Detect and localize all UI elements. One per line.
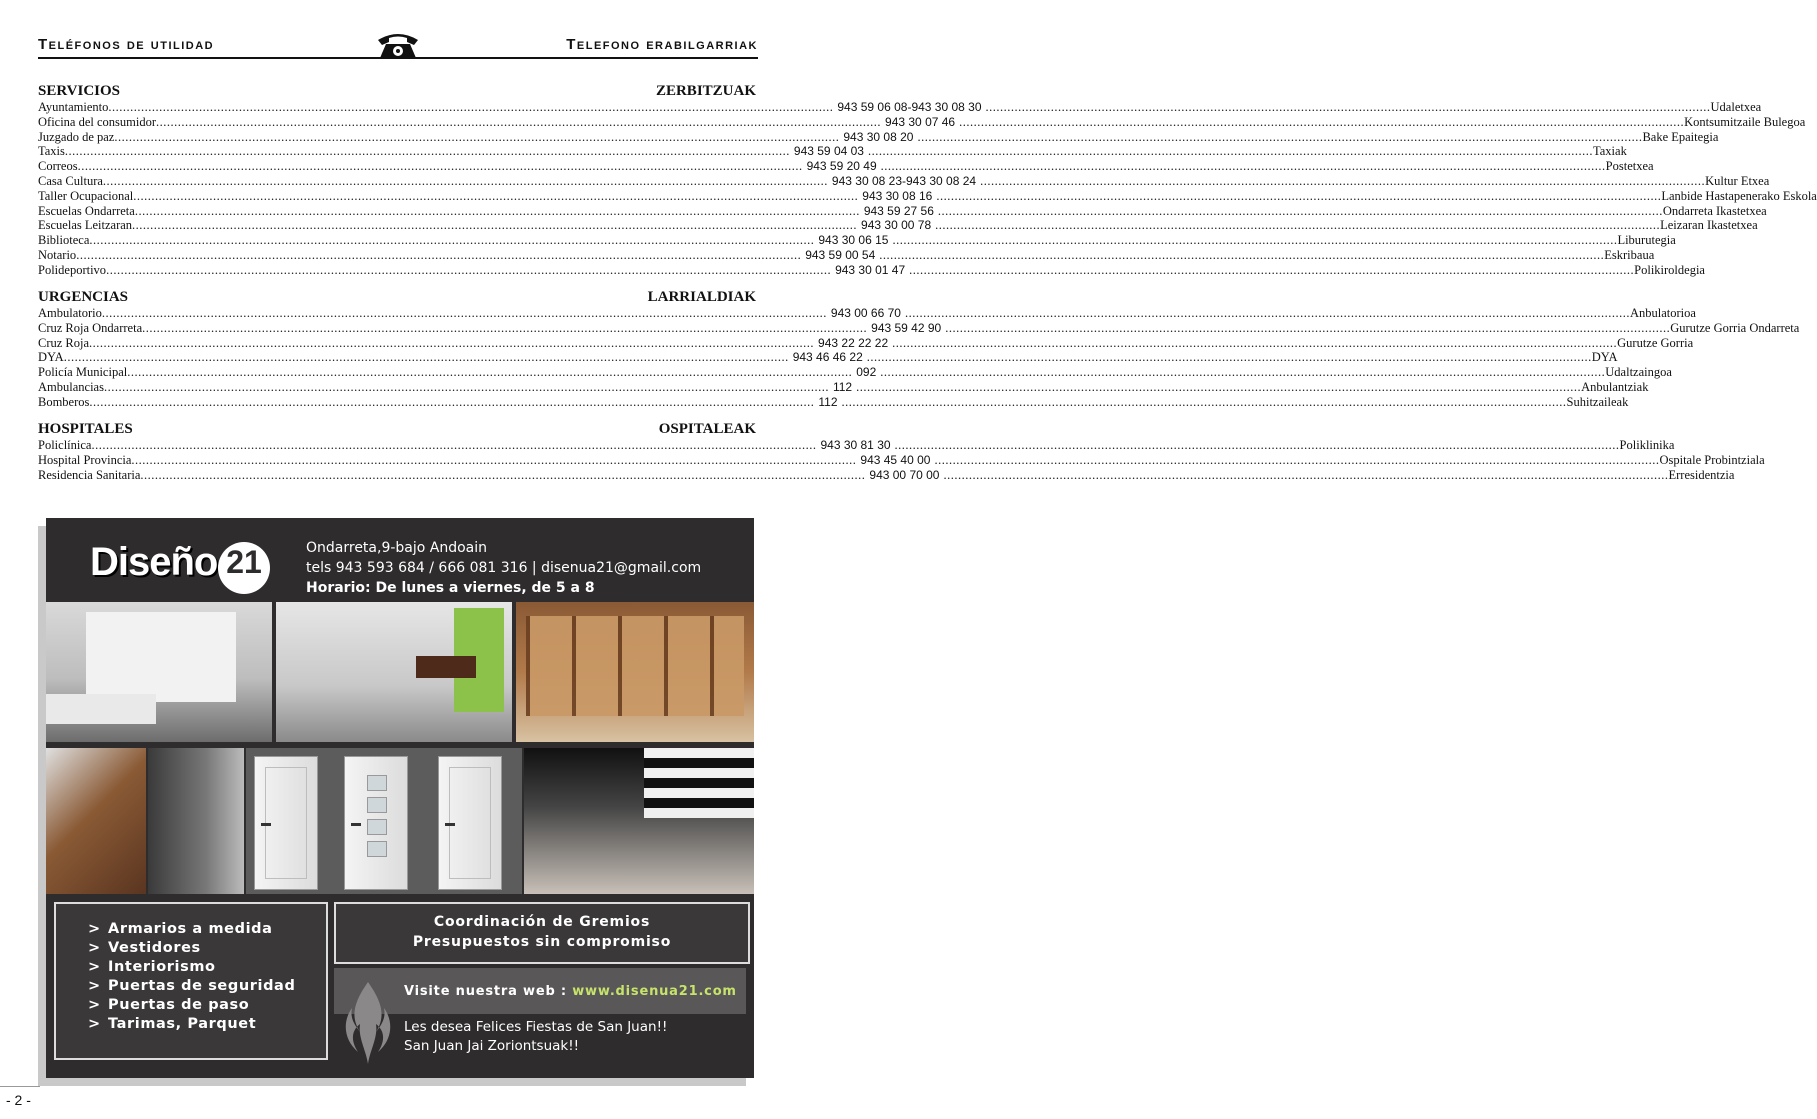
services-list-box — [54, 902, 328, 1060]
phone-number: 943 00 66 70 — [830, 306, 901, 320]
logo-number: 21 — [226, 544, 262, 580]
wood-panel — [416, 656, 476, 678]
service-name-basque: Erresidentzia — [1668, 467, 1735, 482]
phone-number: 943 59 00 54 — [805, 247, 876, 262]
service-name-basque: Anbulantziak — [1581, 379, 1649, 394]
directory-row — [38, 438, 1675, 453]
leader-dots: ........................................................................................................................................................................................................ — [142, 320, 868, 335]
leader-dots: ........................................................................................................................................................................................................ — [867, 144, 1593, 159]
website-link[interactable]: www.disenua21.com — [572, 984, 737, 999]
service-name-basque: Leizaran Ikastetxea — [1660, 218, 1758, 233]
leader-dots: ........................................................................................................................................................................................................ — [980, 173, 1706, 188]
service-name-basque: Eskribaua — [1604, 247, 1655, 262]
advertisement — [46, 518, 754, 1078]
phone-number: 943 30 07 46 — [885, 114, 956, 129]
service-label: Puertas de seguridad — [108, 978, 296, 994]
door-handle-photo — [46, 748, 146, 894]
phone-number: 943 30 01 47 — [835, 262, 906, 277]
service-name-basque: Liburutegia — [1617, 233, 1676, 248]
phone-number: 943 59 27 56 — [863, 203, 934, 218]
address-text: Ondarreta,9-bajo Andoain — [306, 540, 488, 556]
service-name-spanish: Escuelas Leitzaran — [38, 218, 133, 233]
phone-number: 943 30 00 78 — [861, 218, 932, 233]
directory-row — [38, 159, 1654, 174]
service-name-basque: Ondarreta Ikastetxea — [1662, 203, 1767, 218]
phone-number: 943 59 42 90 — [871, 320, 942, 335]
leader-dots: ........................................................................................................................................................................................................ — [77, 159, 803, 174]
section-header — [38, 289, 756, 305]
directory-row — [38, 203, 1767, 219]
leader-dots: ........................................................................................................................................................................................................ — [866, 350, 1592, 365]
leader-dots: ........................................................................................................................................................................................................ — [63, 350, 789, 365]
service-name-basque: Ospitale Probintziala — [1659, 452, 1765, 467]
leader-dots: ........................................................................................................................................................................................................ — [879, 247, 1605, 262]
service-name-basque: Postetxea — [1605, 159, 1654, 174]
directory-row — [38, 394, 1629, 410]
leader-dots: ........................................................................................................................................................................................................ — [76, 247, 802, 262]
page-number: - 2 - — [6, 1092, 31, 1108]
service-name-spanish: Polideportivo — [38, 262, 107, 277]
directory-row — [38, 173, 1770, 189]
bed-shape — [46, 694, 156, 724]
directory-row — [38, 114, 1806, 130]
bullet-arrow-icon: > — [88, 978, 101, 994]
leader-dots: ........................................................................................................................................................................................................ — [91, 438, 817, 452]
leader-dots: ........................................................................................................................................................................................................ — [945, 320, 1671, 335]
phone-number: 943 45 40 00 — [860, 452, 931, 467]
directory-row — [38, 320, 1800, 336]
leader-dots: ........................................................................................................................................................................................................ — [140, 467, 866, 482]
leader-dots: ........................................................................................................................................................................................................ — [880, 365, 1606, 380]
service-name-spanish: Notario — [38, 247, 77, 262]
service-label: Interiorismo — [108, 959, 216, 975]
leader-dots: ........................................................................................................................................................................................................ — [127, 365, 853, 380]
service-name-spanish: Policlínica — [38, 438, 92, 452]
service-name-spanish: Oficina del consumidor — [38, 114, 157, 129]
leader-dots: ........................................................................................................................................................................................................ — [892, 233, 1618, 248]
directory-row — [38, 452, 1765, 468]
contact-info — [306, 538, 701, 598]
bullet-arrow-icon: > — [88, 921, 101, 937]
coordination-line-1: Coordinación de Gremios — [433, 914, 651, 930]
leader-dots: ........................................................................................................................................................................................................ — [936, 188, 1662, 203]
leader-dots: ........................................................................................................................................................................................................ — [108, 100, 834, 114]
leader-dots: ........................................................................................................................................................................................................ — [892, 335, 1618, 350]
servicios-section — [38, 83, 1817, 278]
leader-dots: ........................................................................................................................................................................................................ — [103, 379, 829, 394]
striped-wall — [644, 748, 754, 818]
leader-dots: ........................................................................................................................................................................................................ — [132, 218, 858, 233]
service-name-basque: Suhitzaileak — [1566, 394, 1629, 409]
leader-dots: ........................................................................................................................................................................................................ — [985, 100, 1711, 114]
directory-row — [38, 233, 1676, 248]
leader-dots: ........................................................................................................................................................................................................ — [156, 114, 882, 129]
phone-number: 943 30 08 23-943 30 08 24 — [831, 173, 977, 188]
hospitales-section — [38, 421, 1765, 482]
greeting — [404, 1018, 667, 1056]
interior-doors-photo — [246, 748, 522, 894]
urgencias-section — [38, 289, 1800, 410]
service-name-spanish: Taxis — [38, 144, 65, 159]
directory-row — [38, 262, 1705, 278]
service-name-basque: Bake Epaitegia — [1642, 129, 1719, 144]
leader-dots: ........................................................................................................................................................................................................ — [133, 188, 859, 203]
website-label: Visite nuestra web : — [404, 984, 567, 999]
bullet-arrow-icon: > — [88, 940, 101, 956]
directory-row — [38, 144, 1627, 159]
closet-shelves — [526, 616, 744, 716]
services-list — [56, 904, 326, 1034]
service-name-spanish: Residencia Sanitaria — [38, 467, 141, 482]
service-name-spanish: Taller Ocupacional — [38, 188, 134, 203]
directory-row — [38, 100, 1762, 115]
service-name-spanish: Ayuntamiento — [38, 100, 109, 114]
phone-number: 092 — [856, 365, 877, 380]
leader-dots: ........................................................................................................................................................................................................ — [102, 173, 828, 188]
walk-in-closet-photo — [516, 602, 754, 742]
directory-row — [38, 188, 1817, 204]
phone-number: 943 30 06 15 — [818, 233, 889, 248]
phone-number: 943 59 06 08-943 30 08 30 — [837, 100, 982, 114]
leader-dots: ........................................................................................................................................................................................................ — [917, 129, 1643, 144]
phone-number: 943 59 04 03 — [793, 144, 864, 159]
leader-dots: ........................................................................................................................................................................................................ — [131, 452, 857, 467]
coordination-box — [334, 902, 750, 964]
section-title-spanish: SERVICIOS — [38, 83, 121, 99]
phone-number: 943 22 22 22 — [818, 335, 889, 350]
leader-dots: ........................................................................................................................................................................................................ — [64, 144, 790, 159]
leader-dots: ........................................................................................................................................................................................................ — [880, 159, 1606, 174]
leader-dots: ........................................................................................................................................................................................................ — [841, 394, 1567, 409]
dining-room-photo — [524, 748, 754, 894]
hours-text: Horario: De lunes a viernes, de 5 a 8 — [306, 580, 595, 596]
leader-dots: ........................................................................................................................................................................................................ — [106, 262, 832, 277]
service-list-item — [88, 958, 326, 977]
leader-dots: ........................................................................................................................................................................................................ — [937, 203, 1663, 218]
security-lock-photo — [148, 748, 244, 894]
service-name-basque: Gurutze Gorria Ondarreta — [1670, 320, 1800, 335]
service-name-basque: Kontsumitzaile Bulegoa — [1684, 114, 1806, 129]
leader-dots: ........................................................................................................................................................................................................ — [909, 262, 1635, 277]
phone-number: 943 59 20 49 — [806, 159, 877, 174]
service-list-item — [88, 1015, 326, 1034]
service-name-basque: Gurutze Gorria — [1617, 335, 1694, 350]
service-name-basque: Kultur Etxea — [1705, 173, 1770, 188]
directory-row — [38, 306, 1696, 321]
phone-number: 112 — [818, 394, 838, 409]
section-header — [38, 83, 756, 99]
directory-row — [38, 335, 1694, 351]
door-glass — [344, 756, 408, 890]
directory-row — [38, 365, 1672, 380]
section-title-spanish: URGENCIAS — [38, 289, 129, 305]
service-label: Tarimas, Parquet — [108, 1016, 257, 1032]
diseno21-logo — [90, 540, 268, 598]
header-title-basque: Telefono erabilgarriak — [566, 36, 758, 53]
service-label: Armarios a medida — [108, 921, 273, 937]
service-name-spanish: Escuelas Ondarreta — [38, 203, 135, 218]
header-rule — [38, 57, 758, 59]
footer-rule — [0, 1086, 40, 1087]
phones-email-text: tels 943 593 684 / 666 081 316 | disenua21@gmail.com — [306, 560, 702, 576]
phone-number: 112 — [832, 379, 853, 394]
bullet-arrow-icon: > — [88, 1016, 101, 1032]
phone-number: 943 46 46 22 — [792, 350, 863, 365]
website-text — [404, 984, 737, 999]
living-room-photo — [276, 602, 512, 742]
service-name-spanish: Policía Municipal — [38, 365, 128, 380]
phone-number: 943 30 81 30 — [820, 438, 891, 452]
service-name-basque: Polikiroldegia — [1634, 262, 1705, 277]
service-name-basque: Anbulatorioa — [1629, 306, 1696, 320]
leader-dots: ........................................................................................................................................................................................................ — [89, 335, 815, 350]
greeting-spanish: Les desea Felices Fiestas de San Juan!! — [404, 1019, 668, 1035]
leader-dots: ........................................................................................................................................................................................................ — [935, 218, 1661, 233]
directory-row — [38, 350, 1618, 365]
directory-row — [38, 467, 1735, 483]
leader-dots: ........................................................................................................................................................................................................ — [101, 306, 827, 320]
service-list-item — [88, 920, 326, 939]
leader-dots: ........................................................................................................................................................................................................ — [943, 467, 1669, 482]
service-list-item — [88, 977, 326, 996]
bedroom-photo — [46, 602, 272, 742]
leader-dots: ........................................................................................................................................................................................................ — [959, 114, 1685, 129]
leader-dots: ........................................................................................................................................................................................................ — [134, 203, 860, 218]
service-name-basque: Lanbide Hastapenerako Eskola — [1661, 188, 1817, 203]
leader-dots: ........................................................................................................................................................................................................ — [894, 438, 1620, 452]
section-header — [38, 421, 756, 437]
coordination-line-2: Presupuestos sin compromiso — [412, 934, 672, 950]
service-name-spanish: Ambulancias — [38, 379, 104, 394]
bullet-arrow-icon: > — [88, 959, 101, 975]
service-list-item — [88, 996, 326, 1015]
service-name-spanish: DYA — [38, 350, 64, 365]
service-label: Vestidores — [108, 940, 201, 956]
leader-dots: ........................................................................................................................................................................................................ — [904, 306, 1630, 320]
service-name-spanish: Juzgado de paz — [38, 129, 115, 144]
service-name-spanish: Casa Cultura — [38, 173, 103, 188]
service-name-spanish: Cruz Roja Ondarreta — [38, 320, 143, 335]
service-name-spanish: Cruz Roja — [38, 335, 90, 350]
service-name-spanish: Bomberos — [38, 394, 90, 409]
section-title-spanish: HOSPITALES — [38, 421, 133, 437]
flame-logo-icon — [336, 978, 400, 1068]
service-name-spanish: Ambulatorio — [38, 306, 102, 320]
section-title-basque: ZERBITZUAK — [655, 83, 756, 99]
leader-dots: ........................................................................................................................................................................................................ — [89, 233, 815, 248]
page-header — [38, 32, 758, 60]
bullet-arrow-icon: > — [88, 997, 101, 1013]
service-label: Puertas de paso — [108, 997, 250, 1013]
service-list-item — [88, 939, 326, 958]
leader-dots: ........................................................................................................................................................................................................ — [89, 394, 815, 409]
directory-row — [38, 218, 1758, 233]
telephone-icon — [374, 30, 422, 60]
phone-number: 943 00 70 00 — [869, 467, 940, 482]
logo-word: Diseño — [90, 540, 218, 584]
leader-dots: ........................................................................................................................................................................................................ — [114, 129, 840, 144]
wardrobe-wall — [86, 612, 236, 702]
service-name-basque: Taxiak — [1592, 144, 1627, 159]
greeting-basque: San Juan Jai Zoriontsuak!! — [404, 1038, 580, 1054]
section-title-basque: OSPITALEAK — [658, 421, 756, 437]
section-title-basque: LARRIALDIAK — [647, 289, 756, 305]
phone-number: 943 30 08 16 — [862, 188, 933, 203]
door-white-2 — [438, 756, 502, 890]
leader-dots: ........................................................................................................................................................................................................ — [856, 379, 1582, 394]
phone-number: 943 30 08 20 — [843, 129, 914, 144]
service-name-basque: Udaltzaingoa — [1605, 365, 1672, 380]
directory-row — [38, 247, 1655, 263]
service-name-spanish: Correos — [38, 159, 78, 174]
door-white-1 — [254, 756, 318, 890]
service-name-basque: DYA — [1591, 350, 1618, 365]
service-name-spanish: Biblioteca — [38, 233, 90, 248]
service-name-spanish: Hospital Provincia — [38, 452, 132, 467]
directory-row — [38, 379, 1649, 395]
service-name-basque: Poliklinika — [1619, 438, 1675, 452]
header-title-spanish: Teléfonos de utilidad — [38, 36, 215, 53]
service-name-basque: Udaletxea — [1710, 100, 1762, 114]
directory-row — [38, 129, 1719, 145]
leader-dots: ........................................................................................................................................................................................................ — [934, 452, 1660, 467]
